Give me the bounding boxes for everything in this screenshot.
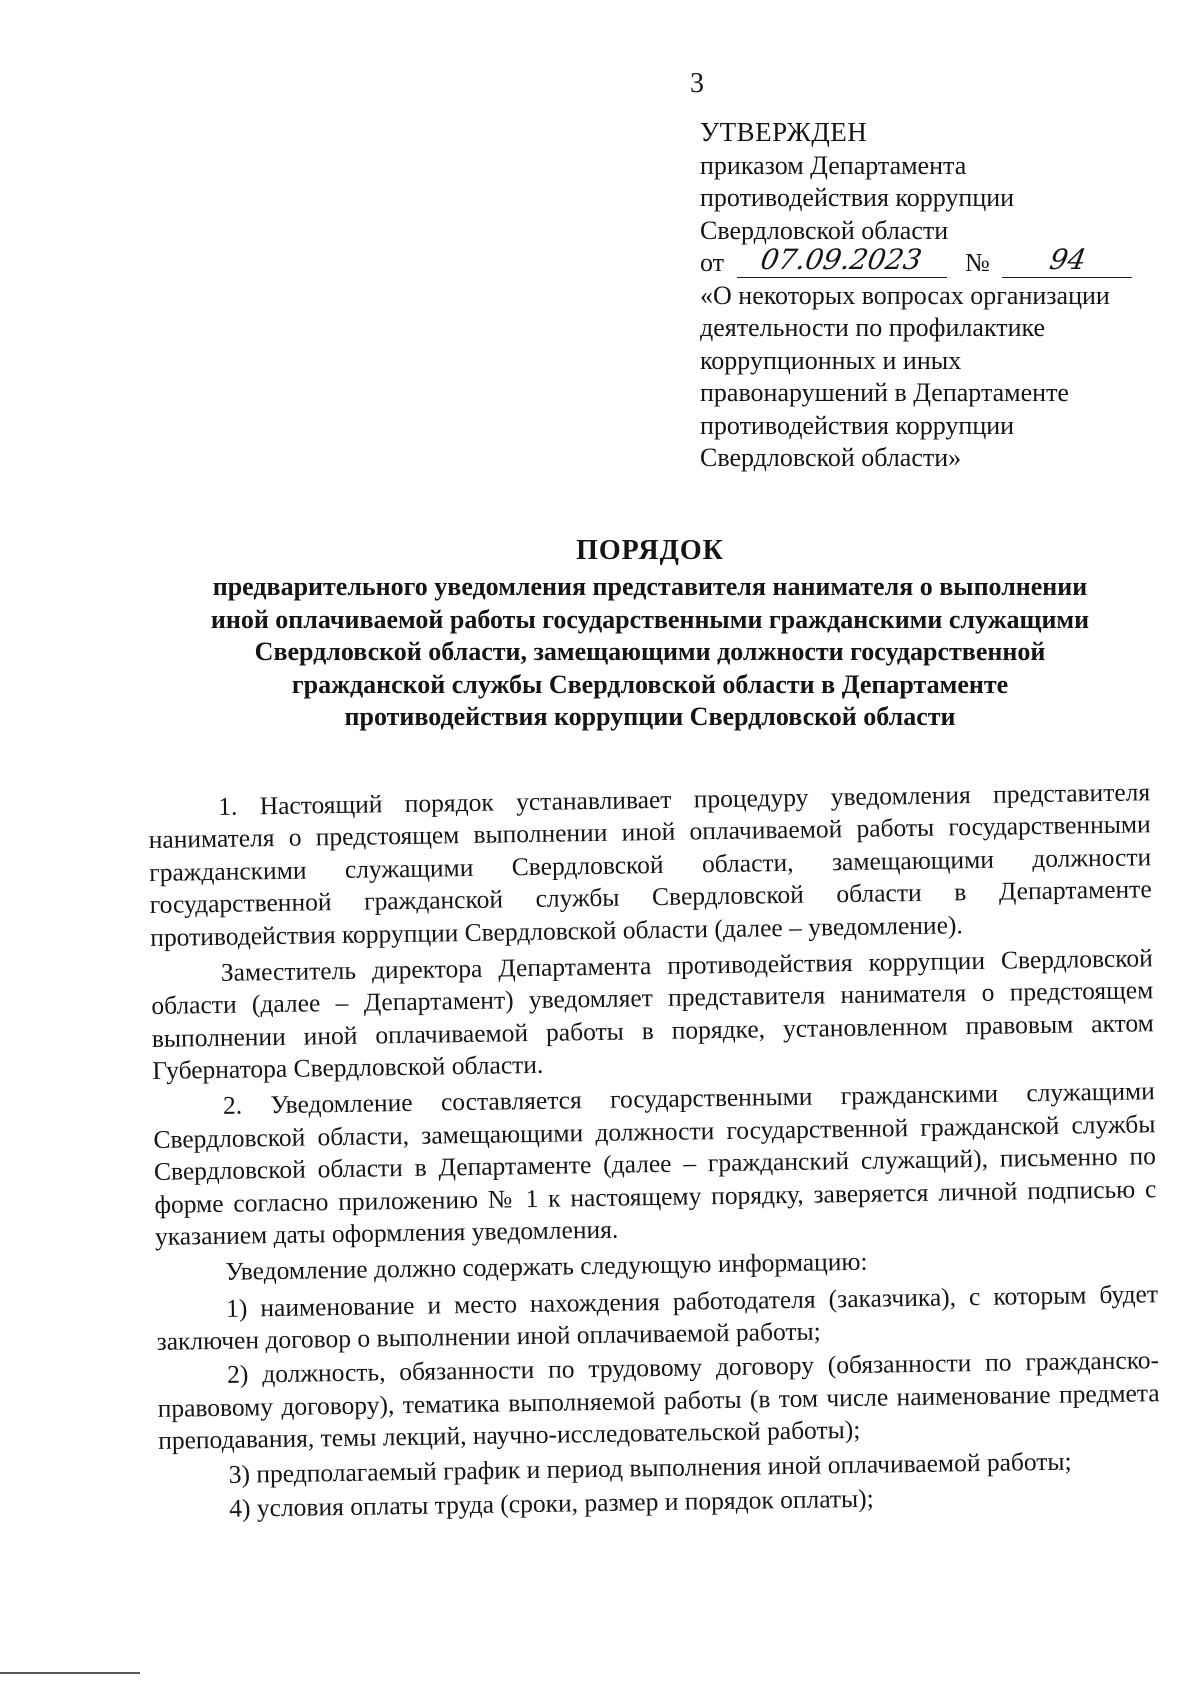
- list-item: 2) должность, обязанности по трудовому договору (обязанности по гражданско-правовому договору), тематика выполняемой работы (в том числе наименование предмета преподавания, темы лекций, научно-исследовательской работы);: [157, 1345, 1160, 1456]
- approval-subject-line: деятельности по профилактике: [700, 313, 1046, 343]
- date-prefix: от: [700, 248, 725, 278]
- title-line: Свердловской области, замещающими должности государственной: [254, 637, 1046, 666]
- title-line: предварительного уведомления представителя нанимателя о выполнении: [212, 572, 1088, 601]
- page-number: 3: [690, 68, 704, 99]
- approval-line: Свердловской области: [700, 215, 949, 245]
- paragraph: 2. Уведомление составляется государственными гражданскими служащими Свердловской области, замещающими должности государственной гражданской службы Свердловской области в Департаменте (далее – гражданский служащий), письменно по форме согласно приложению № 1 к настоящему порядку, заверяется личной подписью с указанием даты оформления уведомления.: [153, 1076, 1157, 1251]
- approval-subject-line: коррупционных и иных: [700, 345, 962, 375]
- approval-date-line: [700, 243, 1170, 280]
- list-item: 1) наименование и место нахождения работодателя (заказчика), с которым будет заключен договор о выполнении иной оплачиваемой работы;: [156, 1278, 1159, 1356]
- list-item: 4) условия оплаты труда (сроки, размер и порядок оплаты);: [229, 1483, 874, 1523]
- date-field: [737, 243, 947, 278]
- number-prefix: №: [965, 248, 990, 278]
- approval-heading: УТВЕРЖДЕН: [700, 117, 868, 147]
- paragraph: Уведомление должно содержать следующую информацию:: [225, 1247, 868, 1287]
- document-body: [148, 776, 1161, 1528]
- approval-line: приказом Департамента: [700, 150, 967, 180]
- approval-block: [700, 116, 1170, 475]
- list-item: 3) предполагаемый график и период выполнения иной оплачиваемой работы;: [228, 1446, 1072, 1489]
- footer-divider: [0, 1672, 140, 1674]
- approval-subject-line: «О некоторых вопросах организации: [700, 280, 1110, 310]
- approval-subject-line: противодействия коррупции: [700, 410, 1015, 440]
- title-line: гражданской службы Свердловской области в Департаменте: [291, 669, 1009, 699]
- paragraph: 1. Настоящий порядок устанавливает процедуру уведомления представителя нанимателя о предстоящем выполнении иной оплачиваемой работы государственными гражданскими служащими Свердловской области, замещающими должности государственной гражданской службы Свердловской области в Департаменте противодействия коррупции Свердловской области (далее – уведомление).: [148, 777, 1152, 952]
- title-line: иной оплачиваемой работы государственными гражданскими служащими: [210, 604, 1090, 634]
- handwritten-number: 94: [1046, 243, 1089, 277]
- handwritten-date: 07.09.2023: [758, 243, 925, 277]
- approval-line: противодействия коррупции: [700, 183, 1015, 213]
- title-line: противодействия коррупции Свердловской области: [344, 702, 956, 731]
- paragraph: Заместитель директора Департамента противодействия коррупции Свердловской области (далее – Департамент) уведомляет представителя нанимателя о предстоящем выполнении иной оплачиваемой работы в порядке, установленном правовым актом Губернатора Свердловской области.: [151, 943, 1154, 1085]
- document-title: [150, 535, 1150, 734]
- approval-subject-line: Свердловской области»: [700, 443, 962, 473]
- number-field: [1002, 243, 1132, 278]
- approval-subject-line: правонарушений в Департаменте: [700, 378, 1069, 408]
- title-main: ПОРЯДОК: [576, 535, 724, 566]
